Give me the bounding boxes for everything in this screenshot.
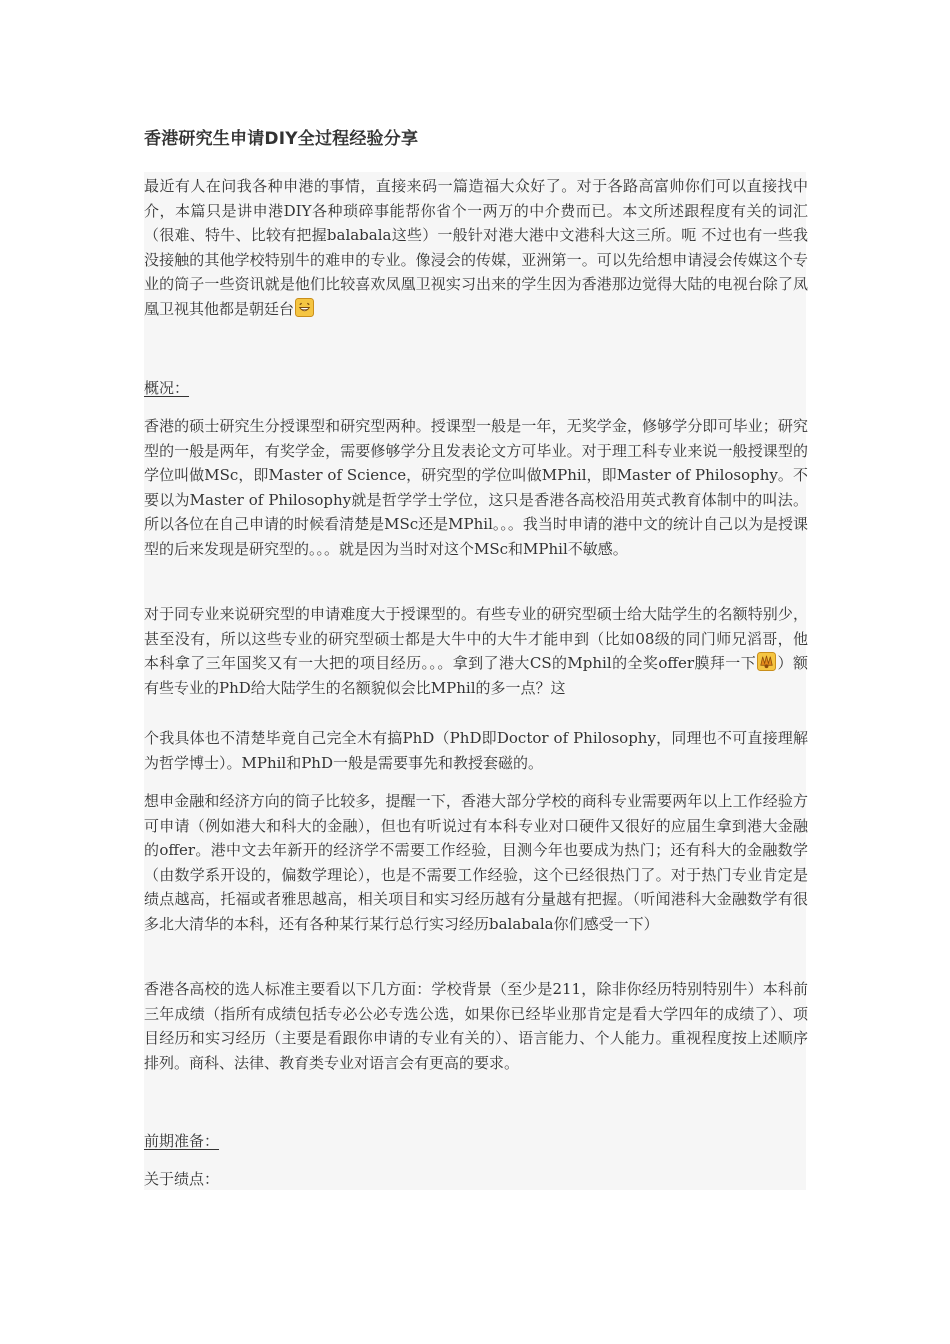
page-title: 香港研究生申请DIY全过程经验分享	[144, 129, 419, 149]
overview-paragraph-3: 想申金融和经济方向的筒子比较多，提醒一下，香港大部分学校的商科专业需要两年以上工作经验方可申请（例如港大和科大的金融），但也有听说过有本科专业对口硬件又很好的应届生拿到港大金融的offer。港中文去年新开的经济学不需要工作经验，目测今年也要成为热门；还有科大的金融数学（由数学系开设的，偏数学理论），也是不需要工作经验，这个已经很热门了。对于热门专业肯定是绩点越高，托福或者雅思越高，相关项目和实习经历越有分量越有把握。（听闻港科大金融数学有很多北大清华的本科，还有各种某行某行总行实习经历balabala你们感受一下）	[144, 792, 808, 933]
overview-paragraph-2-continued: 个我具体也不清楚毕竟自己完全木有搞PhD（PhD即Doctor of Philosophy，同理也不可直接理解为哲学博士）。MPhil和PhD一般是需要事先和教授套磁的。	[144, 729, 808, 772]
section-overview-heading: 概况：	[144, 379, 190, 397]
overview-paragraph-2-part-b: ）额 有些专业的PhD给大陆学生的名额貌似会比MPhil的多一点？这	[144, 654, 808, 697]
worship-icon	[757, 652, 776, 671]
overview-paragraph-2-part-a: 对于同专业来说研究型的申请难度大于授课型的。有些专业的研究型硕士给大陆学生的名额特别少，甚至没有，所以这些专业的研究型硕士都是大牛中的大牛才能申到（比如08级的同门师兄滔哥，他本科拿了三年国奖又有一大把的项目经历。。。拿到了港大CS的Mphil的全奖offer膜拜一下	[144, 605, 808, 673]
overview-paragraph-1: 香港的硕士研究生分授课型和研究型两种。授课型一般是一年，无奖学金，修够学分即可毕业；研究型的一般是两年，有奖学金，需要修够学分且发表论文方可毕业。对于理工科专业来说一般授课型的学位叫做MSc，即Master of Science，研究型的学位叫做MPhil，即Master of Philosophy。不要以为Master of Philosophy就是哲学学士学位，这只是香港各高校沿用英式教育体制中的叫法。所以各位在自己申请的时候看清楚是MSc还是MPhil。。。我当时申请的港中文的统计自己以为是授课型的后来发现是研究型的。。。就是因为当时对这个MSc和MPhil不敏感。	[144, 417, 808, 558]
section-prep-heading: 前期准备：	[144, 1132, 220, 1150]
grinning-face-icon	[295, 298, 314, 317]
gpa-label: 关于绩点：	[144, 1170, 220, 1188]
overview-paragraph-4: 香港各高校的选人标准主要看以下几方面：学校背景（至少是211，除非你经历特别特别牛）本科前三年成绩（指所有成绩包括专必公必专选公选，如果你已经毕业那肯定是看大学四年的成绩了）、项目经历和实习经历（主要是看跟你申请的专业有关的）、语言能力、个人能力。重视程度按上述顺序排列。商科、法律、教育类专业对语言会有更高的要求。	[144, 980, 808, 1072]
overview-paragraph-2	[144, 602, 808, 700]
intro-text: 最近有人在问我各种申港的事情，直接来码一篇造福大众好了。对于各路高富帅你们可以直接找中介，本篇只是讲申港DIY各种琐碎事能帮你省个一两万的中介费而已。本文所述跟程度有关的词汇（很难、特牛、比较有把握balabala这些）一般针对港大港中文港科大这三所。呃 不过也有一些我没接触的其他学校特别牛的难申的专业。像浸会的传媒，亚洲第一。可以先给想申请浸会传媒这个专业的筒子一些资讯就是他们比较喜欢凤凰卫视实习出来的学生因为香港那边觉得大陆的电视台除了凤凰卫视其他都是朝廷台	[144, 177, 808, 318]
intro-paragraph	[144, 174, 808, 322]
